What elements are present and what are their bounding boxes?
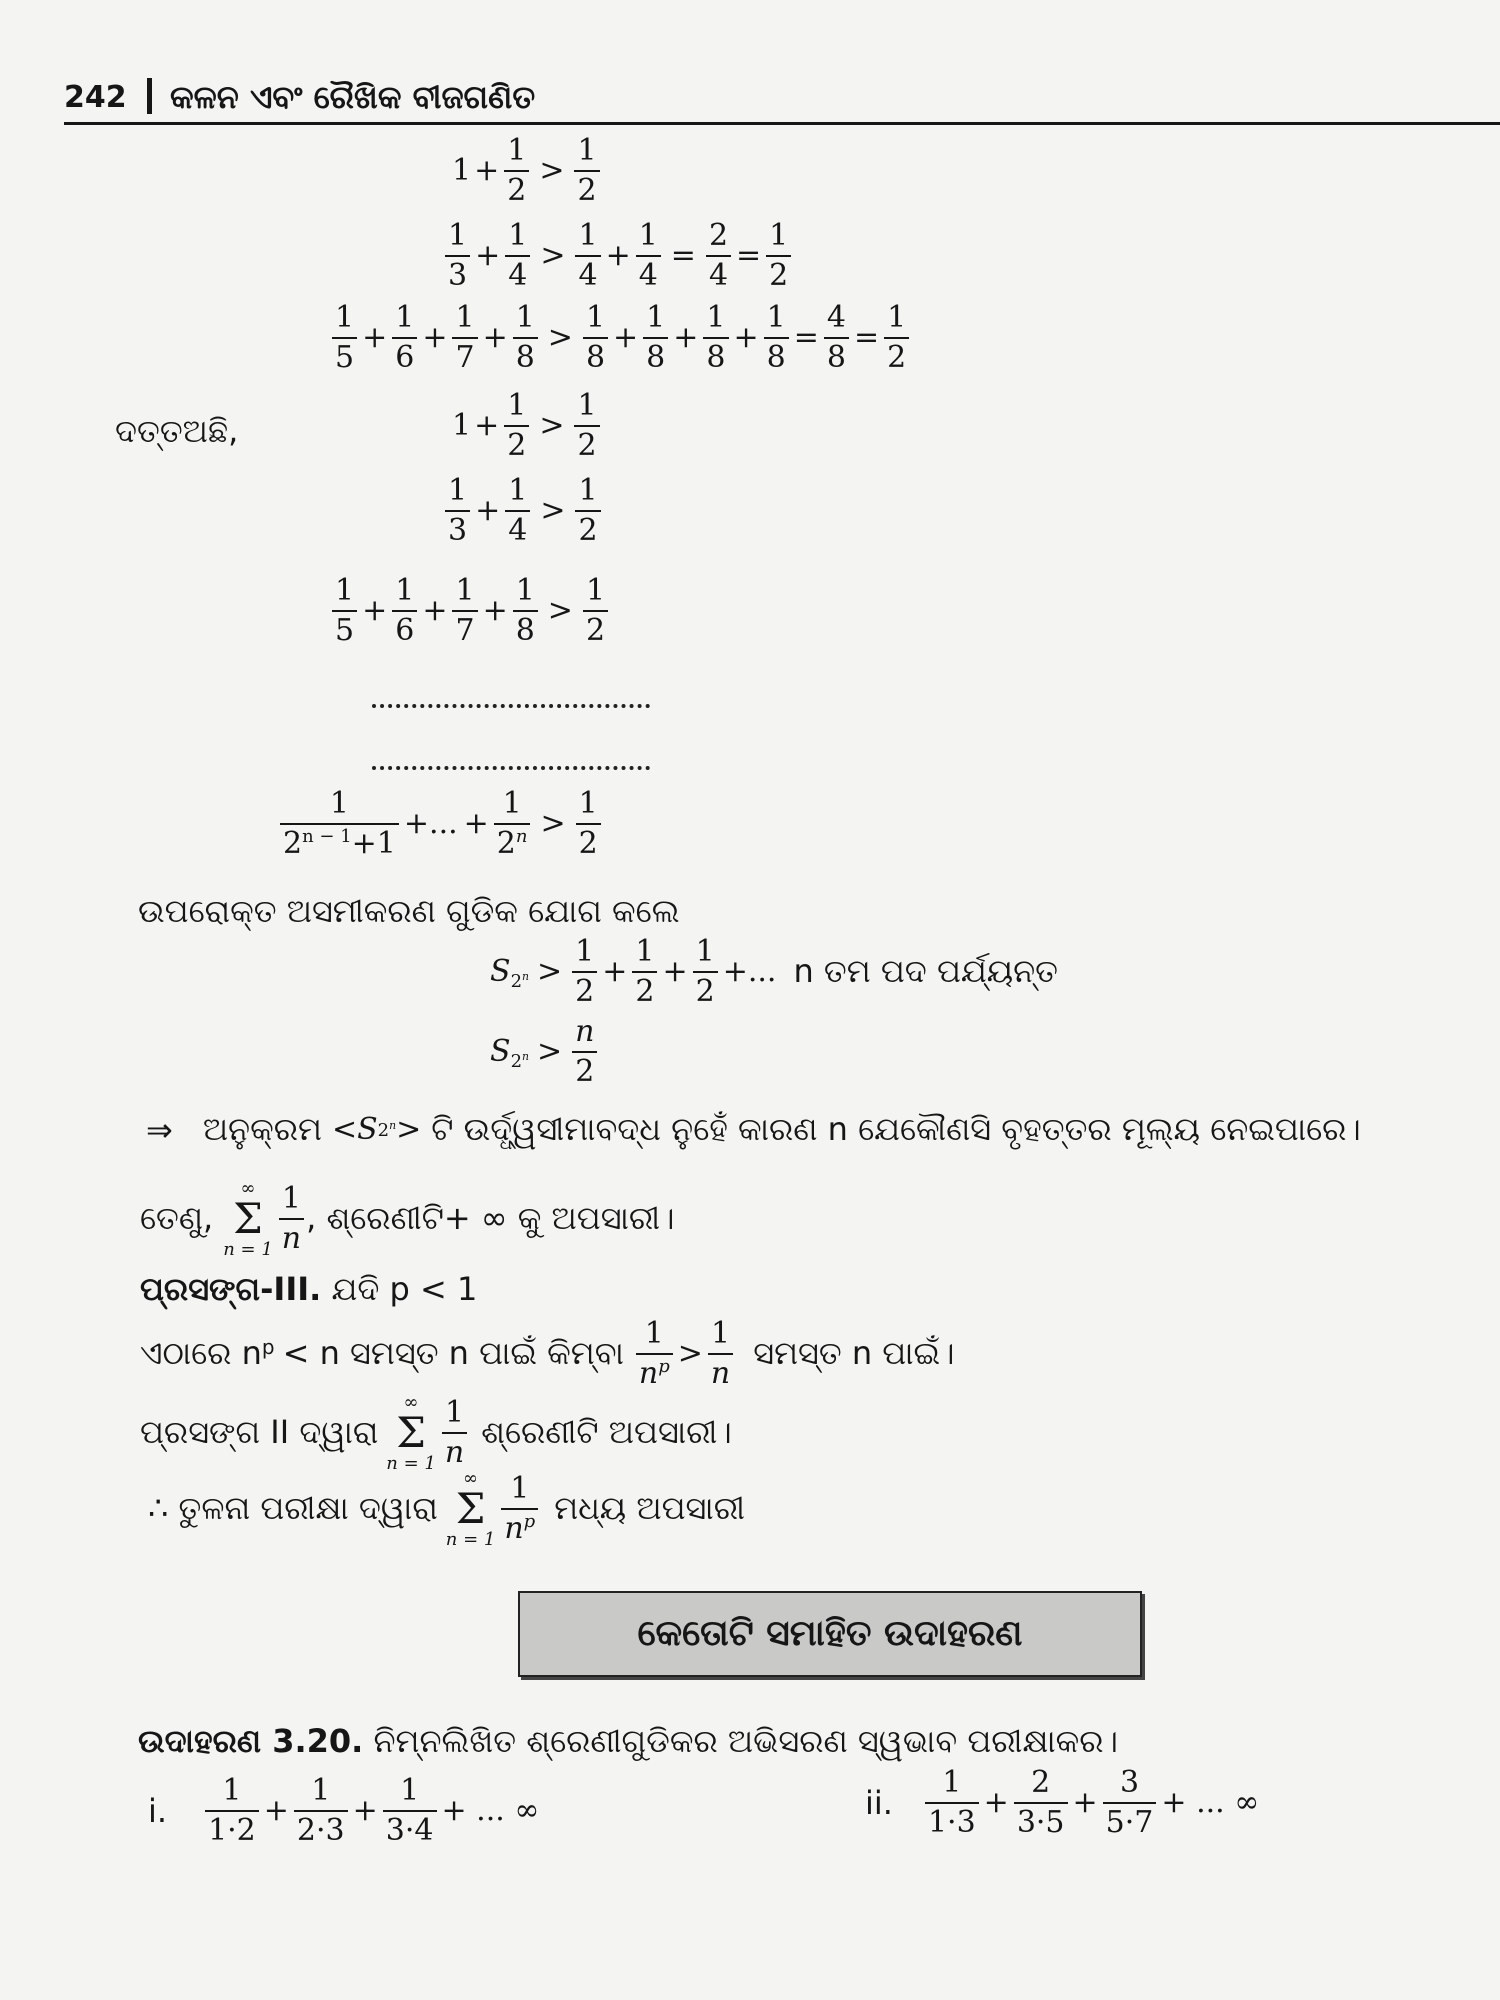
given-label: ଦତ୍ତଅଛି,	[115, 412, 239, 450]
dotted-line-2	[372, 766, 650, 770]
adding-text: ଉପରୋକ୍ତ ଅସମୀକରଣ ଗୁଡିକ ଯୋଗ କଲେ	[138, 892, 680, 930]
example-title: ଉଦାହରଣ 3.20. ନିମ୍ନଲିଖିତ ଶ୍ରେଣୀଗୁଡିକର ଅଭିସରଣ ସ୍ୱଭାବ ପରୀକ୍ଷାକର।	[138, 1722, 1118, 1760]
ineq-row-1: 1 + $\frac{1}{2}$ > 1 2	[452, 135, 602, 206]
example-item-1: i. 1 1·2 + $\frac{1}{2\cdot 3}$ + $\frac{1}{3\cdot 4}$ + ... ∞	[148, 1773, 540, 1848]
sum-row-2: S $_{2^n}$ > n 2	[490, 1016, 599, 1087]
case3-line: ପ୍ରସଙ୍ଗ-III. ଯଦି p < 1	[140, 1270, 478, 1308]
book-title: କଳନ ଏବଂ ରୈଖିକ ବୀଜଗଣିତ	[170, 78, 536, 116]
case2-line: ପ୍ରସଙ୍ଗ II ଦ୍ୱାରା ∞ Σ n = 1 1 n ଶ୍ରେଣୀଟି ଅପସାରୀ।	[140, 1392, 732, 1474]
dotted-line-1	[372, 704, 650, 708]
here-line: ଏଠାରେ n $^p$ < n ସମସ୍ତ n ପାଇଁ କିମ୍ବା 1 $n^p$ > 1 n ସମସ୍ତ n ପାଇଁ।	[140, 1316, 955, 1391]
example-item-2: ii. 1 1·3 + $\frac{2}{3\cdot 5}$ + $\frac{3}{5\cdot 7}$ + ... ∞	[865, 1765, 1260, 1840]
sum-row-1: S $_{2^n}$ > 1 2 + $\frac{1}{2}$ + $\frac{1}{2}$ +... n ତମ ପଦ ପର୍ଯ୍ୟନ୍ତ	[490, 934, 1058, 1009]
header-rule	[64, 122, 1500, 125]
therefore-line: ତେଣୁ, ∞ Σ n = 1 1 n , ଶ୍ରେଣୀଟି+ ∞ କୁ ଅପସାରୀ।	[140, 1178, 675, 1260]
page-number: 242	[64, 80, 127, 115]
solved-examples-banner: କେତୋଟି ସମାହିତ ଉଦାହରଣ	[518, 1591, 1142, 1677]
given-row-1: 1 + $\frac{1}{2}$ > 1 2	[452, 390, 602, 461]
implies-line: ⇒ ଅନୁକ୍ରମ < S 2$^n$ > ଟି ଉର୍ଦ୍ଧ୍ୱସୀମାବଦ୍ଧ ନୁହେଁ କାରଣ n ଯେକୌଣସି ବୃହତ୍ତର ମୂଲ୍ୟ ନେଇପାରେ।	[146, 1110, 1361, 1149]
given-row-3: 1 5 + $\frac{1}{6}$ + $\frac{1}{7}$ + $\frac{1}{8}$ > 1 2	[330, 575, 610, 646]
header-divider	[147, 78, 152, 114]
given-row-2: 1 3 + $\frac{1}{4}$ > 1 2	[443, 475, 603, 546]
general-ineq-row: 1 $2^{n - 1}+1$ +... + $\frac{1}{2^n}$ > 1 2	[278, 788, 603, 859]
ineq-row-3: 1 5 + $\frac{1}{6}$ + $\frac{1}{7}$ + $\frac{1}{8}$ > 1 8 + $\frac{1}{8}$ + $\frac{1}{8}$ + $\frac{1}{8}$ = $\frac{4}{8}$ = $\frac{1}{2}$	[330, 302, 911, 373]
comparison-line: ∴ ତୁଳନା ପରୀକ୍ଷା ଦ୍ୱାରା ∞ Σ n = 1 1 $n^p$ ମଧ୍ୟ ଅପସାରୀ	[148, 1468, 745, 1550]
ineq-row-2: 1 3 + $\frac{1}{4}$ > 1 4 + $\frac{1}{4}$ = $\frac{2}{4}$ = $\frac{1}{2}$	[443, 220, 793, 291]
